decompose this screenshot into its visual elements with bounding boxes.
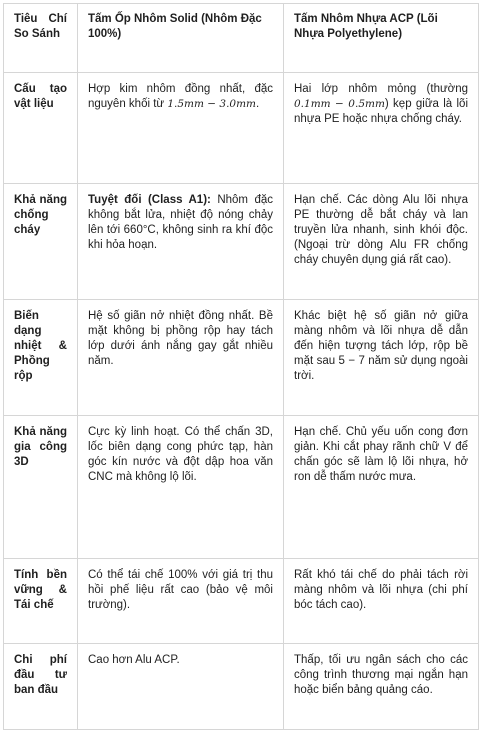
- table-row: [4, 644, 479, 730]
- acp-thickness-math: 0.1mm − 0.5mm: [294, 98, 385, 110]
- table-header-row: [4, 4, 479, 73]
- solid-cell: [78, 184, 284, 300]
- table-row: [4, 416, 479, 559]
- acp-text-end: ) kẹp giữa là lõi nhựa PE hoặc nhựa chống cháy.: [294, 98, 469, 125]
- criterion-cell: Khả năng chống cháy: [4, 184, 78, 300]
- table-row: [4, 184, 479, 300]
- solid-thickness-math: 1.5mm − 3.0mm: [167, 98, 257, 110]
- acp-cell: Hạn chế. Chủ yếu uốn cong đơn giản. Khi cắt phay rãnh chữ V để chấn góc sẽ làm lộ lõi nhựa, hở ron dễ thấm nước mưa.: [284, 416, 479, 559]
- solid-cell: Cao hơn Alu ACP.: [78, 644, 284, 730]
- header-acp: Tấm Nhôm Nhựa ACP (Lõi Nhựa Polyethylene): [284, 4, 479, 73]
- acp-cell: Thấp, tối ưu ngân sách cho các công trình thương mại ngắn hạn hoặc biển bảng quảng cáo.: [284, 644, 479, 730]
- table-row: [4, 559, 479, 644]
- table-row: [4, 300, 479, 416]
- criterion-cell: Tính bền vững & Tái chế: [4, 559, 78, 644]
- criterion-cell: Cấu tạo vật liệu: [4, 73, 78, 184]
- solid-text: Hợp kim nhôm đồng nhất, đặc nguyên khối từ: [88, 83, 273, 110]
- comparison-table-wrapper: [3, 3, 479, 730]
- header-criteria: Tiêu Chí So Sánh: [4, 4, 78, 73]
- criterion-cell: Khả năng gia công 3D: [4, 416, 78, 559]
- header-solid: Tấm Ốp Nhôm Solid (Nhôm Đặc 100%): [78, 4, 284, 73]
- criterion-cell: Chi phí đầu tư ban đầu: [4, 644, 78, 730]
- acp-cell: Khác biệt hệ số giãn nở giữa màng nhôm và lõi nhựa dễ dẫn đến hiện tượng tách lớp, rộp bề mặt sau 5 − 7 năm sử dụng ngoài trời.: [284, 300, 479, 416]
- solid-cell: Có thể tái chế 100% với giá trị thu hồi phế liệu rất cao (bảo vệ môi trường).: [78, 559, 284, 644]
- solid-cell: Hệ số giãn nở nhiệt đồng nhất. Bề mặt không bị phồng rộp hay tách lớp dưới ánh nắng gay gắt nhiều năm.: [78, 300, 284, 416]
- acp-cell: Rất khó tái chế do phải tách rời màng nhôm và lõi nhựa (chi phí bóc tách cao).: [284, 559, 479, 644]
- comparison-table: [3, 3, 479, 730]
- acp-cell: [284, 73, 479, 184]
- criterion-cell: Biến dạng nhiệt & Phồng rộp: [4, 300, 78, 416]
- acp-cell: Hạn chế. Các dòng Alu lõi nhựa PE thường dễ bắt cháy và lan truyền lửa nhanh, sinh khói độc. (Ngoại trừ dòng Alu FR chống cháy chuyên dụng giá rất cao).: [284, 184, 479, 300]
- solid-text: Nhôm đặc không bắt lửa, nhiệt độ nóng chảy lên tới 660°C, không sinh ra khí độc khi hỏa hoạn.: [88, 194, 273, 251]
- solid-text-end: .: [256, 98, 260, 110]
- solid-cell: [78, 73, 284, 184]
- solid-bold-text: Tuyệt đối (Class A1):: [88, 194, 211, 206]
- solid-cell: Cực kỳ linh hoạt. Có thể chấn 3D, lốc biên dạng cong phức tạp, hàn góc kín nước và đột dập hoa văn CNC mà không lộ lõi.: [78, 416, 284, 559]
- acp-text: Hai lớp nhôm mỏng (thường: [294, 83, 468, 95]
- table-row: [4, 73, 479, 184]
